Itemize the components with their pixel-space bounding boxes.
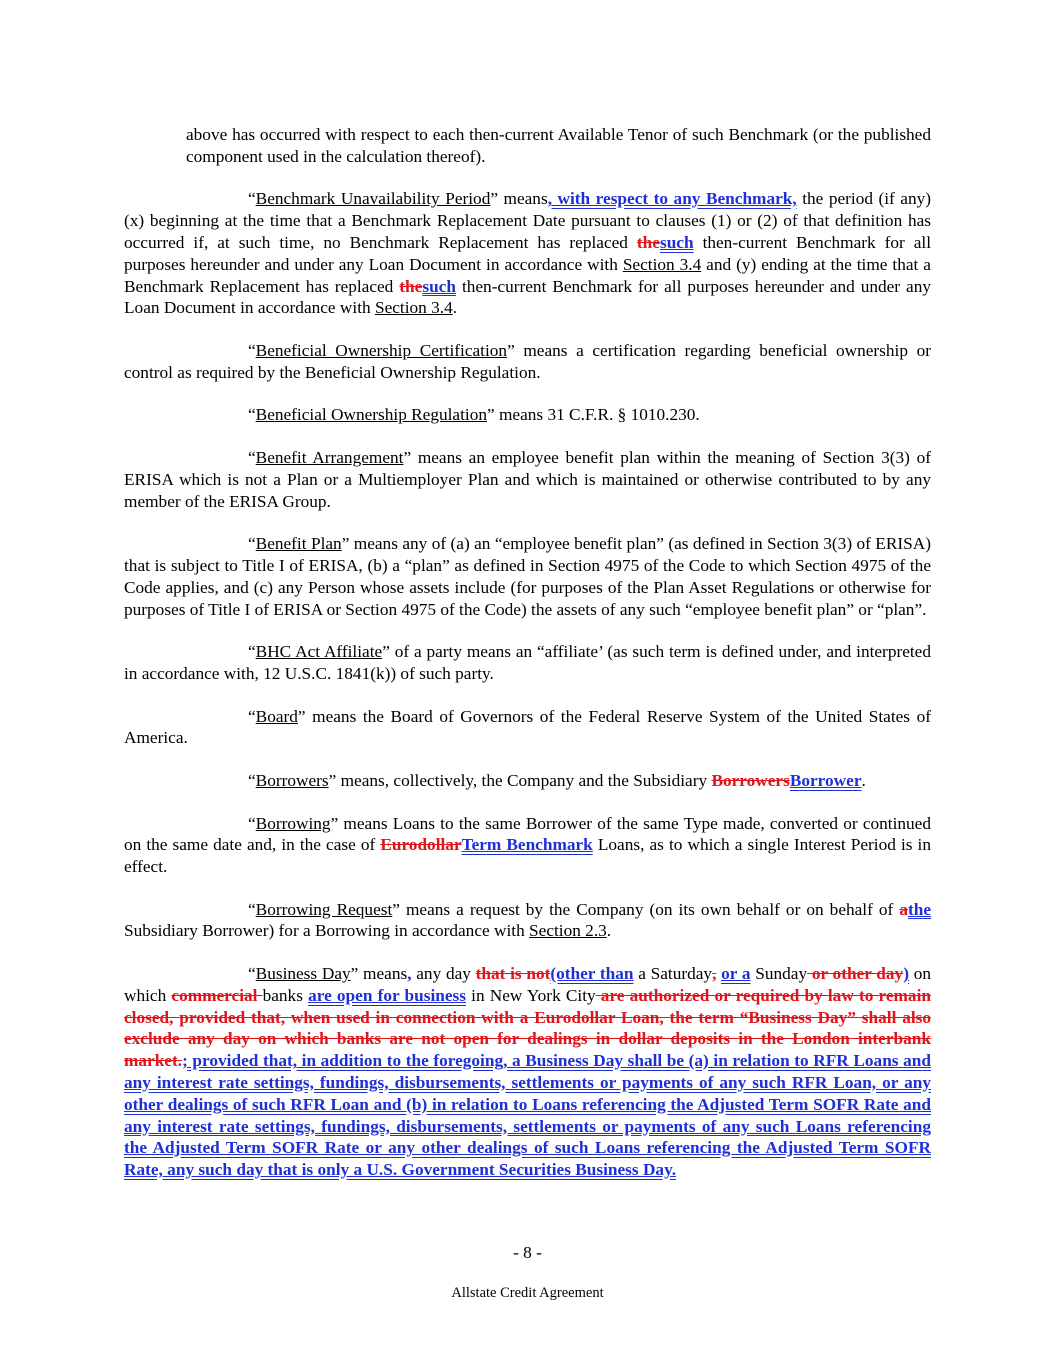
continued-paragraph [124, 124, 931, 168]
underlined-term: Borrowers [255, 770, 329, 790]
text-run: ” means [490, 189, 548, 209]
definition-paragraph [124, 188, 931, 319]
text-run: a Saturday [633, 964, 713, 984]
inserted-text: Borrower [789, 770, 862, 790]
text-run: ” means a certification regarding beneficial ownership or control as required by the Beneficial Ownership Regulation. [124, 340, 931, 382]
text-run: . [452, 298, 458, 318]
underlined-term: Beneficial Ownership Regulation [255, 405, 487, 425]
text-run: ” means the Board of Governors of the Federal Reserve System of the United States of America. [124, 706, 931, 748]
underlined-term: Section 2.3 [529, 921, 607, 941]
document-body [124, 124, 931, 1202]
deleted-text: Borrowers [711, 770, 790, 790]
deleted-text: Business Day [748, 1007, 848, 1027]
definition-paragraph [124, 706, 931, 750]
text-run: above has occurred with respect to each then-current Available Tenor of such Benchmark (or the published component used in the calculation thereof). [186, 125, 931, 166]
text-run: “ [248, 534, 256, 554]
text-run: ” means, collectively, the Company and the Subsidiary [328, 770, 712, 790]
text-run: the period (if any) (x) beginning at the time that a Benchmark Replacement Date pursuant to clauses (1) or (2) of that definition has occurred if, at such time, no Benchmark Replacement has replaced [124, 189, 932, 252]
text-run: ” means a request by the Company (on its own behalf or on behalf of [392, 899, 900, 919]
deleted-text: commercial [171, 985, 263, 1005]
text-run: “ [248, 642, 256, 662]
deleted-text: the [636, 232, 660, 252]
text-run: Sunday [750, 964, 808, 984]
text-run: . [861, 770, 866, 790]
text-run: ” means Loans to the same Borrower of the same Type made, converted or continued on the same date and, in the case of [124, 813, 931, 855]
definition-paragraph [124, 963, 931, 1181]
inserted-text: are open for business [308, 985, 467, 1005]
underlined-term: Section 3.4 [622, 254, 702, 274]
deleted-text: that, when used in connection with a Eurodollar Loan, the term “ [245, 1007, 749, 1027]
text-run: ” means an employee benefit plan within the meaning of Section 3(3) of ERISA which is not a Plan or a Multiemployer Plan and which is maintained or otherwise contributed to by any member of the ERISA Group. [124, 447, 931, 511]
inserted-text: the [907, 899, 932, 919]
underlined-term: Benefit Plan [255, 534, 342, 554]
underlined-term: BHC Act Affiliate [255, 642, 383, 662]
deleted-text: a [899, 899, 908, 919]
deleted-text: provided [179, 1007, 246, 1027]
inserted-text: (other than [550, 964, 634, 984]
deleted-text: , [712, 964, 717, 984]
page-number: - 8 - [513, 1243, 542, 1262]
text-run: ” of a party means an “affiliate’ (as such term is defined under, and interpreted in accordance with, 12 U.S.C. 1841(k)) of such party. [124, 642, 931, 683]
underlined-term: Benchmark Unavailability Period [255, 189, 491, 209]
definition-paragraph [124, 533, 931, 620]
text-run: any day [411, 964, 476, 984]
text-run: “ [248, 189, 256, 209]
inserted-text: such [422, 276, 456, 296]
deleted-text: that is not [475, 964, 551, 984]
deleted-text: or other day [807, 964, 904, 984]
definition-paragraph [124, 899, 931, 943]
text-run: “ [248, 899, 256, 919]
text-run: “ [248, 447, 256, 467]
deleted-text: the [399, 276, 423, 296]
deleted-text: Eurodollar [380, 835, 462, 855]
text-run: “ [248, 813, 256, 833]
text-run: then-current Benchmark for all purposes hereunder and under any Loan Document in accordance with [124, 276, 931, 318]
definition-paragraph [124, 404, 931, 426]
definition-paragraph [124, 641, 931, 685]
inserted-text: , with respect to any Benchmark, [547, 189, 797, 209]
text-run: and (y) ending at the time that a Benchmark Replacement has replaced [124, 254, 931, 296]
text-run: . [606, 921, 612, 941]
inserted-text: such [659, 232, 694, 252]
underlined-term: Beneficial Ownership Certification [255, 340, 508, 360]
underlined-term: Board [255, 706, 298, 726]
definition-paragraph [124, 447, 931, 512]
text-run: “ [248, 340, 256, 360]
definition-paragraph [124, 813, 931, 878]
text-run: then-current Benchmark for all purposes hereunder and under any Loan Document in accordance with [124, 232, 931, 274]
text-run: ” means 31 C.F.R. § 1010.230. [487, 405, 700, 425]
definition-paragraph [124, 340, 931, 384]
definition-paragraph [124, 770, 931, 792]
text-run: ” means [350, 964, 408, 984]
text-run: “ [248, 964, 256, 984]
text-run: “ [248, 405, 256, 425]
underlined-term: Borrowing Request [255, 899, 393, 919]
underlined-term: Business Day [255, 964, 351, 984]
text-run: Loans, as to which a single Interest Period is in effect. [124, 835, 931, 877]
deleted-text: ” shall also exclude any day on which banks are not open for dealings in dollar deposits in the London interbank market. [124, 1007, 932, 1071]
text-run: ” means any of (a) an “employee benefit plan” (as defined in Section 3(3) of ERISA) that is subject to Title I of ERISA, (b) a “plan” as defined in Section 4975 of the Code to which Section 4975 of the Code applies, and (c) any Person whose assets include (for purposes of the Plan Asset Regulations or otherwise for purposes of Title I of ERISA or Section 4975 of the Code) the assets of any such “employee benefit plan” or “plan”. [124, 534, 931, 619]
inserted-text: Term Benchmark [461, 835, 593, 855]
text-run: on which [124, 964, 931, 1005]
underlined-term: Section 3.4 [374, 298, 453, 318]
underlined-term: Benefit Arrangement [255, 447, 404, 467]
text-run: in New York City [466, 985, 596, 1005]
text-run: Subsidiary Borrower) for a Borrowing in accordance with [124, 921, 530, 941]
inserted-text: ; provided that, in addition to the foregoing, a Business Day shall be (a) in relation to RFR Loans and any interest rate settings, fundings, disbursements, settlements or payments of any such RFR Loan, or any other dealings of such RFR Loan and (b) in relation to Loans referencing the Adjusted Term SOFR Rate and any interest rate settings, fundings, disbursements, settlements or payments of any such Loans referencing the Adjusted Term SOFR Rate or any other dealings of such Loans referencing the Adjusted Term SOFR Rate, any such day that is only a U.S. Government Securities Business Day. [124, 1051, 931, 1180]
text-run: banks [262, 985, 309, 1005]
underlined-term: Borrowing [255, 813, 331, 833]
deleted-text: are authorized or required by law to remain closed, [124, 985, 931, 1027]
inserted-text: ) [903, 964, 909, 984]
footer-title: Allstate Credit Agreement [451, 1285, 604, 1301]
text-run: “ [248, 706, 256, 726]
inserted-text: , [407, 964, 412, 984]
text-run: “ [248, 770, 256, 790]
inserted-text: or a [721, 964, 751, 984]
